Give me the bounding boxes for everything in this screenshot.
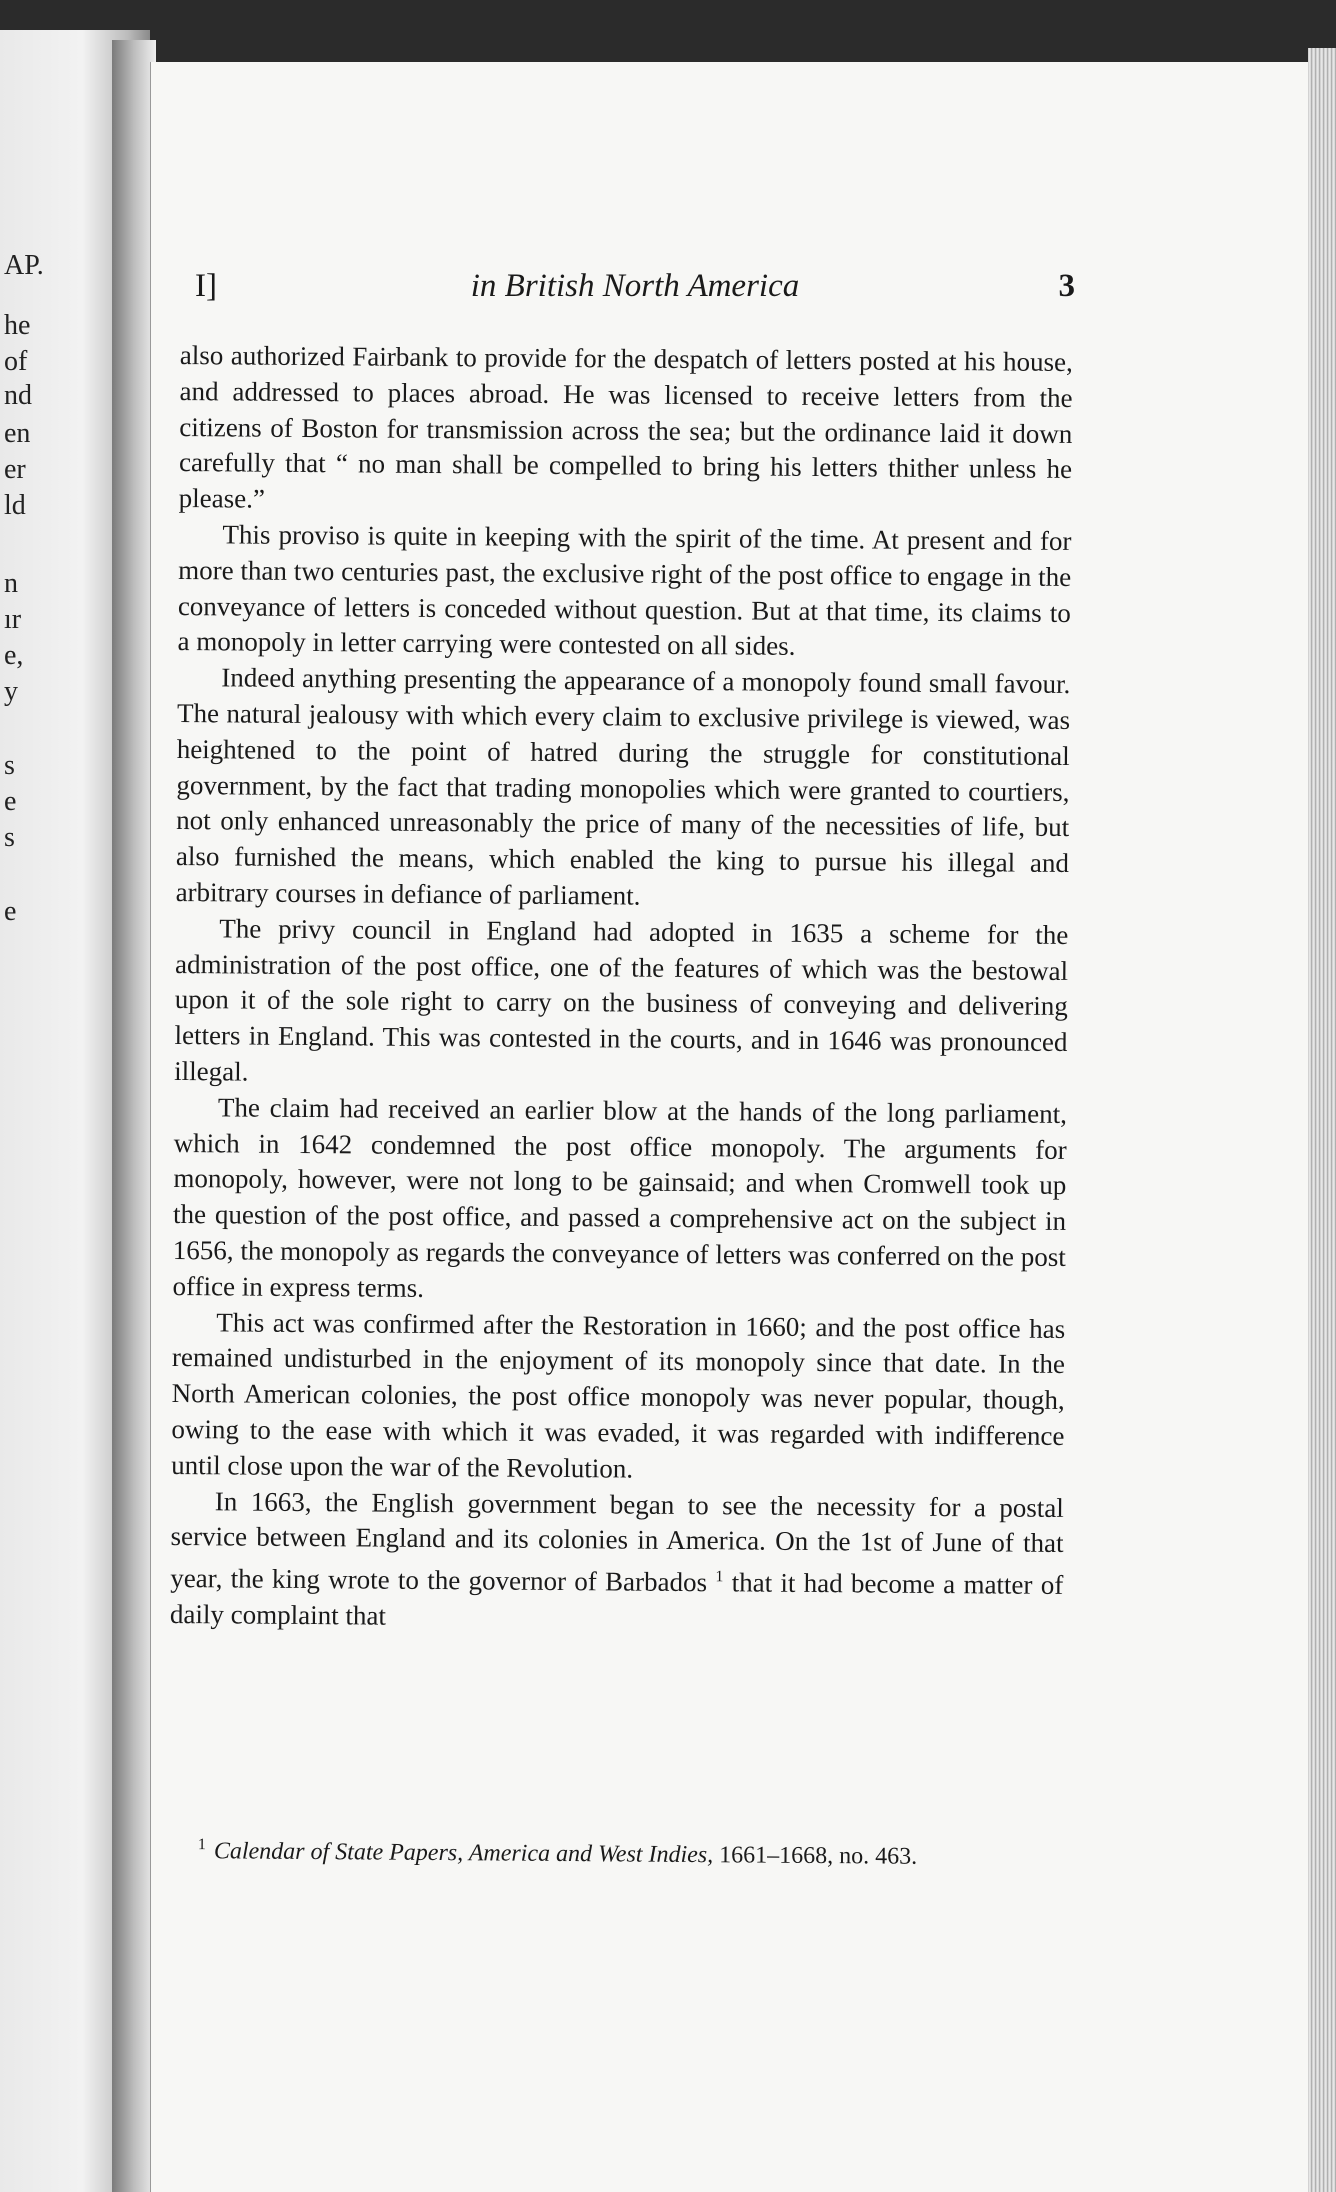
running-title: in British North America <box>470 268 800 304</box>
paragraph: The claim had received an earlier blow at the hands of the long parliament, which in 1642 condemned the post office monopoly. The arguments for monopoly, however, were not long to be gainsaid; and when Cromwell took up the question of the post office, and passed a comprehensive act on the subject in 1656, the monopoly as regards the conveyance of letters was conferred on the post office in express terms. <box>172 1092 1068 1303</box>
page-header <box>195 268 1075 318</box>
chapter-marker: I] <box>195 268 217 304</box>
facing-page-fragment: ır <box>4 604 22 635</box>
paragraph-text: that it had become a matter of daily complaint that <box>169 1567 1064 1631</box>
paragraph <box>170 1483 1064 1639</box>
footnote-detail: 1661–1668, no. 463. <box>719 1842 918 1870</box>
facing-page-fragment: of <box>4 346 28 377</box>
facing-page-fragment: s <box>4 750 15 781</box>
facing-page-fragment: e, <box>4 640 24 671</box>
footnote-reference: 1 <box>715 1568 724 1586</box>
paragraph: This proviso is quite in keeping with the spirit of the time. At present and for more than two centuries past, the exclusive right of the post office to engage in the conveyance of letters is conceded without question. But at that time, its claims to a monopoly in letter carrying were contested on all sides. <box>177 519 1072 662</box>
facing-page-fragment: ld <box>4 490 26 521</box>
facing-page-fragment: er <box>4 454 26 485</box>
facing-page-fragment: en <box>4 418 31 449</box>
facing-page-fragment: e <box>4 786 17 817</box>
facing-page-fragment: s <box>4 822 15 853</box>
paragraph: Indeed anything presenting the appearance of a monopoly found small favour. The natural jealousy with which every claim to exclusive privilege is viewed, was heightened to the point of hatred during the struggle for constitutional government, by the fact that trading monopolies which were granted to courtiers, not only enhanced unreasonably the price of many of the necessities of life, but also furnished the means, which enabled the king to pursue his illegal and arbitrary courses in defiance of parliament. <box>175 662 1071 911</box>
page-edge <box>1308 48 1336 2192</box>
paragraph: This act was confirmed after the Restoration in 1660; and the post office has remained undisturbed in the enjoyment of its monopoly since that date. In the North American colonies, the post office monopoly was never popular, though, owing to the ease with which it was evaded, it was regarded with indifference until close upon the war of the Revolution. <box>171 1306 1066 1484</box>
facing-page-fragment: nd <box>4 380 32 411</box>
paragraph: also authorized Fairbank to provide for the despatch of letters posted at his house, and addressed to places abroad. He was licensed to receive letters from the citizens of Boston for transmission across the sea; but the ordinance laid it down carefully that “ no man shall be compelled to bring his letters thither unless he please.” <box>178 339 1073 514</box>
paragraph-text: In 1663, the English government began to see the necessity for a postal service between England and its colonies in America. On the 1st of June of that year, the king wrote to the governor of Barbados <box>170 1485 1064 1598</box>
facing-page-fragment: AP. <box>4 250 44 281</box>
facing-page-fragment: e <box>4 896 17 927</box>
footnote-title: Calendar of State Papers, America and West Indies, <box>213 1838 714 1869</box>
footnote-marker: 1 <box>197 1836 206 1854</box>
page-number: 3 <box>1058 268 1075 304</box>
paragraph: The privy council in England had adopted in 1635 a scheme for the administration of the post office, one of the features of which was the bestowal upon it of the sole right to carry on the business of conveying and delivering letters in England. This was contested in the courts, and in 1646 was pronounced illegal. <box>174 913 1069 1087</box>
facing-page-fragment: y <box>4 676 18 707</box>
body-text <box>170 338 1073 1640</box>
facing-page-fragment: he <box>4 310 31 341</box>
facing-page-fragment: n <box>4 568 18 599</box>
